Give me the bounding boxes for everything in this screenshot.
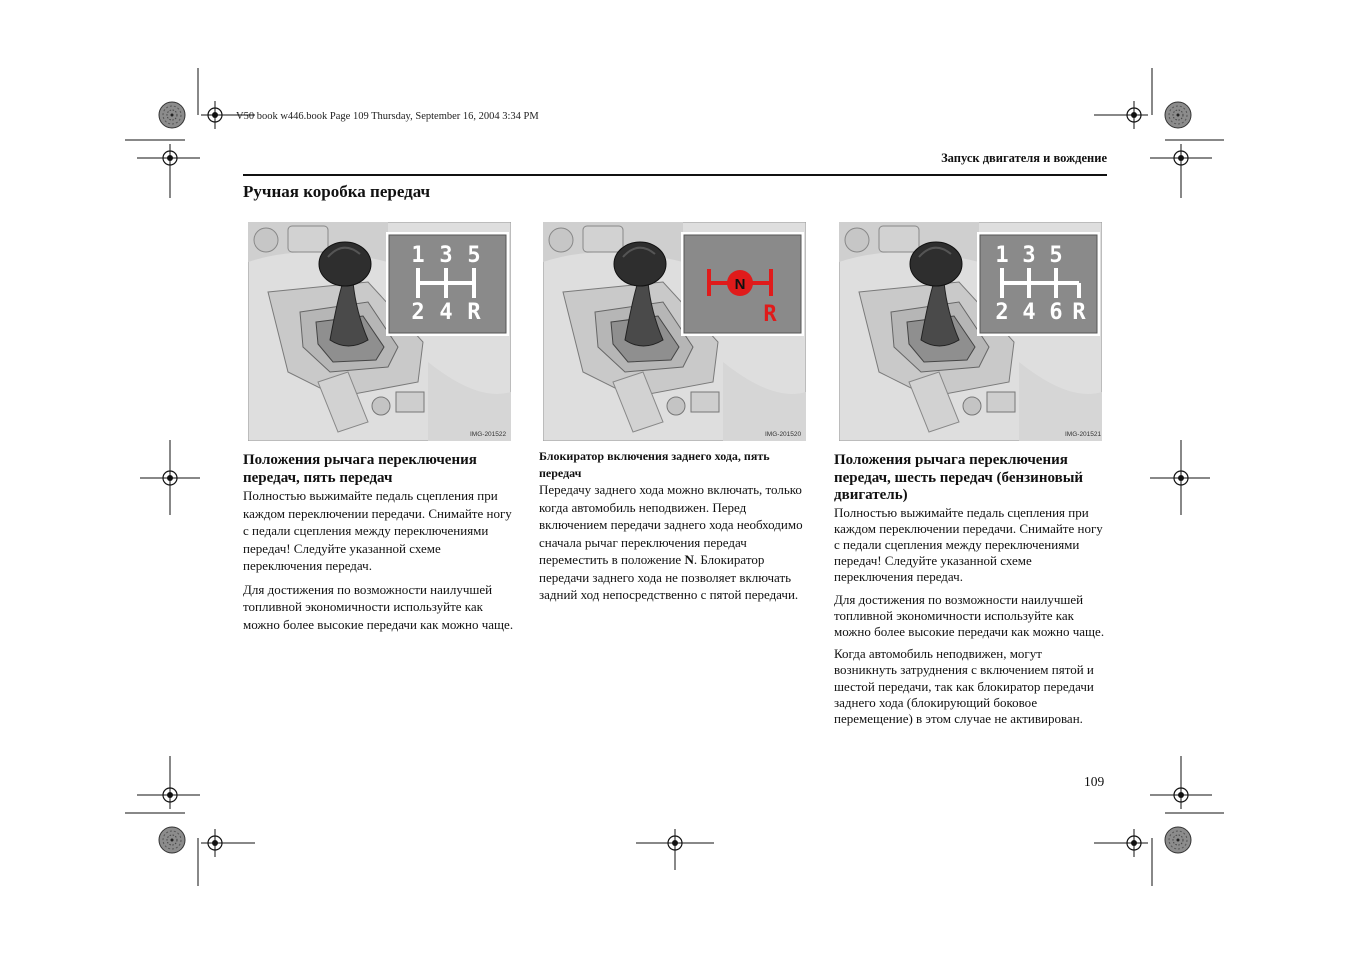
gear-3-label: 3	[1022, 243, 1036, 268]
gear-r-label: R	[1072, 300, 1086, 325]
heading-five-gears: Положения рычага переключения передач, пять передач	[243, 452, 477, 486]
gear-3-label: 3	[439, 243, 453, 268]
gear-r-label: R	[467, 300, 481, 325]
page-title: Ручная коробка передач	[243, 182, 431, 201]
figure-id-label: IMG-201522	[470, 431, 507, 438]
figure-id-label: IMG-201520	[765, 431, 802, 438]
neutral-label: N	[734, 276, 746, 293]
section-header: Запуск двигателя и вождение	[941, 151, 1107, 165]
neutral-position: N	[684, 552, 694, 567]
paragraph: Полностью выжимайте педаль сцепления при каждом переключении передачи. Снимайте ногу с педали сцепления между переключениями передач! Следуйте указанной схеме переключения передач.	[243, 488, 512, 573]
print-line: V50 book w446.book Page 109 Thursday, September 16, 2004 3:34 PM	[236, 111, 539, 122]
gear-4-label: 4	[1022, 300, 1036, 325]
gear-1-label: 1	[411, 243, 425, 268]
figure-id-label: IMG-201521	[1065, 431, 1102, 438]
heading-reverse-lockout: Блокиратор включения заднего хода, пять передач	[539, 449, 770, 480]
paragraph: Для достижения по возможности наилучшей топливной экономичности используйте как можно более высокие передачи как можно чаще.	[834, 591, 1105, 639]
gear-1-label: 1	[995, 243, 1009, 268]
reverse-label: R	[763, 302, 777, 327]
page-number: 109	[1084, 774, 1105, 789]
heading-six-gears: Положения рычага переключения передач, шесть передач (бензиновый двигатель)	[834, 452, 1084, 503]
gear-4-label: 4	[439, 300, 453, 325]
gear-6-label: 6	[1049, 300, 1063, 325]
paragraph: Полностью выжимайте педаль сцепления при каждом переключении передачи. Снимайте ногу с педали сцепления между переключениями передач! Следуйте указанной схеме переключения передач.	[834, 504, 1103, 585]
gear-5-label: 5	[467, 243, 481, 268]
gear-2-label: 2	[411, 300, 425, 325]
paragraph: Когда автомобиль неподвижен, могут возникнуть затруднения с включением пятой и шестой передачи, так как блокиратор передачи заднего хода (блокирующий боковое перемещение) в этом случае не активирован.	[834, 646, 1094, 726]
gear-2-label: 2	[995, 300, 1009, 325]
paragraph: Для достижения по возможности наилучшей топливной экономичности используйте как можно более высокие передачи как можно чаще.	[243, 581, 514, 632]
gear-5-label: 5	[1049, 243, 1063, 268]
paragraph: Передачу заднего хода можно включать, только когда автомобиль неподвижен. Перед включением передачи заднего хода необходимо сначала рычаг переключения передач переместить в положение N. Блокиратор передачи заднего хода не позволяет включать задний ход непосредственно с пятой передачи.	[539, 482, 803, 602]
